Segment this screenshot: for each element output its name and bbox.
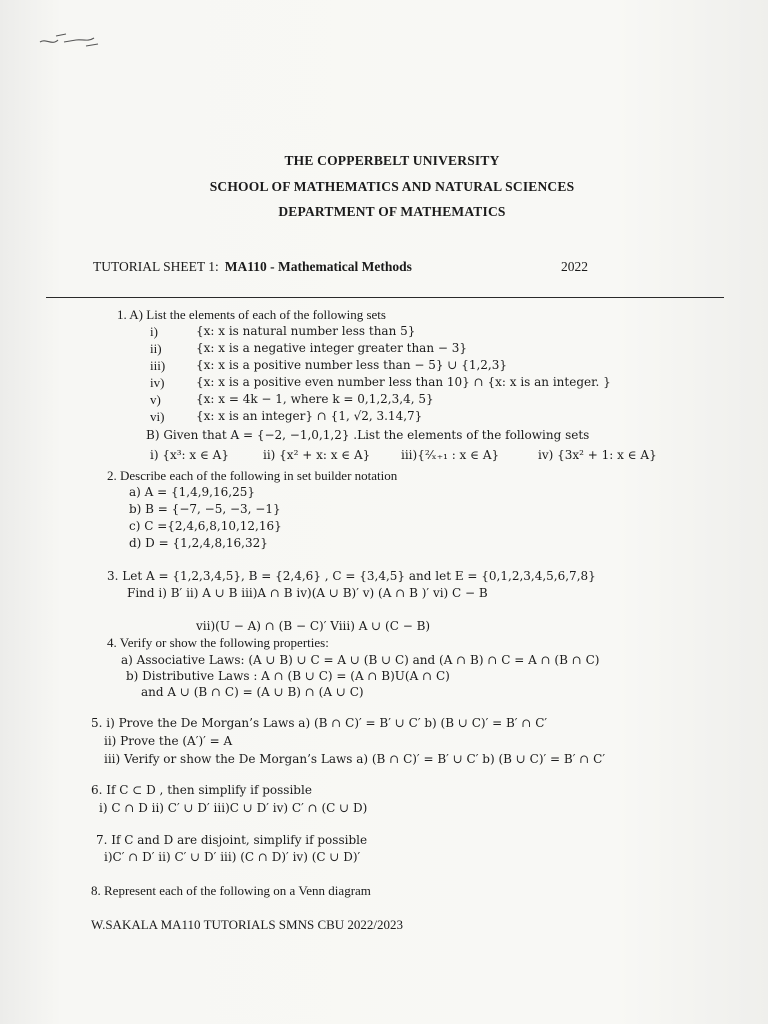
year: 2022 (561, 259, 588, 274)
q1-item-num: v) (150, 392, 161, 407)
q1-item-num: iii) (150, 358, 166, 373)
q1-b-part: ii) {x² + x: x ∈ A} (263, 448, 371, 462)
q4-heading: 4. Verify or show the following properties: (107, 635, 329, 650)
q1-item-num: i) (150, 324, 158, 339)
course-title: MA110 - Mathematical Methods (224, 259, 412, 274)
pen-scribble-mark (36, 26, 106, 56)
q5-line1: 5. i) Prove the De Morgan’s Laws a) (B ∩ C)′ = B′ ∪ C′ b) (B ∪ C)′ = B′ ∩ C′ (91, 716, 548, 730)
q1-b-heading: B) Given that A = {−2, −1,0,1,2} .List the elements of the following sets (146, 428, 590, 442)
q7-line2: i)C′ ∩ D′ ii) C′ ∪ D′ iii) (C ∩ D)′ iv) (C ∪ D)′ (104, 850, 361, 864)
q2-item: b) B = {−7, −5, −3, −1} (129, 502, 281, 516)
tutorial-line (93, 259, 412, 275)
q3-find: Find i) B′ ii) A ∪ B iii)A ∩ B iv)(A ∪ B)′ v) (A ∩ B )′ vi) C − B (127, 586, 488, 600)
university-title: THE COPPERBELT UNIVERSITY (284, 153, 500, 168)
department-title: DEPARTMENT OF MATHEMATICS (278, 204, 506, 219)
q1-item-num: vi) (150, 409, 165, 424)
q1-b-part: iv) {3x² + 1: x ∈ A} (538, 448, 657, 462)
q1-item-text: {x: x is a positive even number less than 10} ∩ {x: x is an integer. } (196, 375, 611, 389)
q1-item-text: {x: x = 4k − 1, where k = 0,1,2,3,4, 5} (196, 392, 434, 406)
q1-item-text: {x: x is an integer} ∩ {1, √2, 3.14,7} (196, 409, 423, 423)
school-title: SCHOOL OF MATHEMATICS AND NATURAL SCIENCES (209, 179, 575, 194)
q8-line1: 8. Represent each of the following on a Venn diagram (91, 883, 371, 898)
header-divider (46, 297, 724, 298)
q1-b-part: i) {x³: x ∈ A} (150, 448, 229, 462)
q4-associative: a) Associative Laws: (A ∪ B) ∪ C = A ∪ (B ∪ C) and (A ∩ B) ∩ C = A ∩ (B ∩ C) (121, 653, 600, 667)
q3-line3: vii)(U − A) ∩ (B − C)′ Viii) A ∪ (C − B) (196, 619, 431, 633)
q1-item-text: {x: x is a negative integer greater than − 3} (196, 341, 468, 355)
q2-item: d) D = {1,2,4,8,16,32} (129, 536, 268, 550)
q6-line1: 6. If C ⊂ D , then simplify if possible (91, 783, 312, 797)
q2-heading: 2. Describe each of the following in set builder notation (107, 468, 398, 483)
q5-line3: iii) Verify or show the De Morgan’s Laws a) (B ∩ C)′ = B′ ∪ C′ b) (B ∪ C)′ = B′ ∩ C′ (104, 752, 606, 766)
q4-distributive-2: and A ∪ (B ∩ C) = (A ∪ B) ∩ (A ∪ C) (141, 685, 364, 699)
q6-line2: i) C ∩ D ii) C′ ∪ D′ iii)C ∪ D′ iv) C′ ∩ (C ∪ D) (99, 801, 368, 815)
q2-item: a) A = {1,4,9,16,25} (129, 485, 255, 499)
q1-item-num: iv) (150, 375, 165, 390)
q1-b-part: iii){²⁄ₓ₊₁ : x ∈ A} (401, 448, 500, 462)
q2-item: c) C ={2,4,6,8,10,12,16} (129, 519, 282, 533)
q7-line1: 7. If C and D are disjoint, simplify if possible (96, 833, 368, 847)
q5-line2: ii) Prove the (A′)′ = A (104, 734, 233, 748)
q3-line1: 3. Let A = {1,2,3,4,5}, B = {2,4,6} , C = {3,4,5} and let E = {0,1,2,3,4,5,6,7,8} (107, 569, 596, 583)
footer-credit: W.SAKALA MA110 TUTORIALS SMNS CBU 2022/2023 (91, 917, 404, 932)
q1-item-text: {x: x is natural number less than 5} (196, 324, 416, 338)
q1-item-text: {x: x is a positive number less than − 5} ∪ {1,2,3} (196, 358, 507, 372)
q4-distributive: b) Distributive Laws : A ∩ (B ∪ C) = (A ∩ B)U(A ∩ C) (126, 669, 450, 683)
q1-item-num: ii) (150, 341, 162, 356)
tutorial-label: TUTORIAL SHEET 1: (93, 259, 219, 274)
q1-a-heading: 1. A) List the elements of each of the following sets (117, 307, 386, 322)
